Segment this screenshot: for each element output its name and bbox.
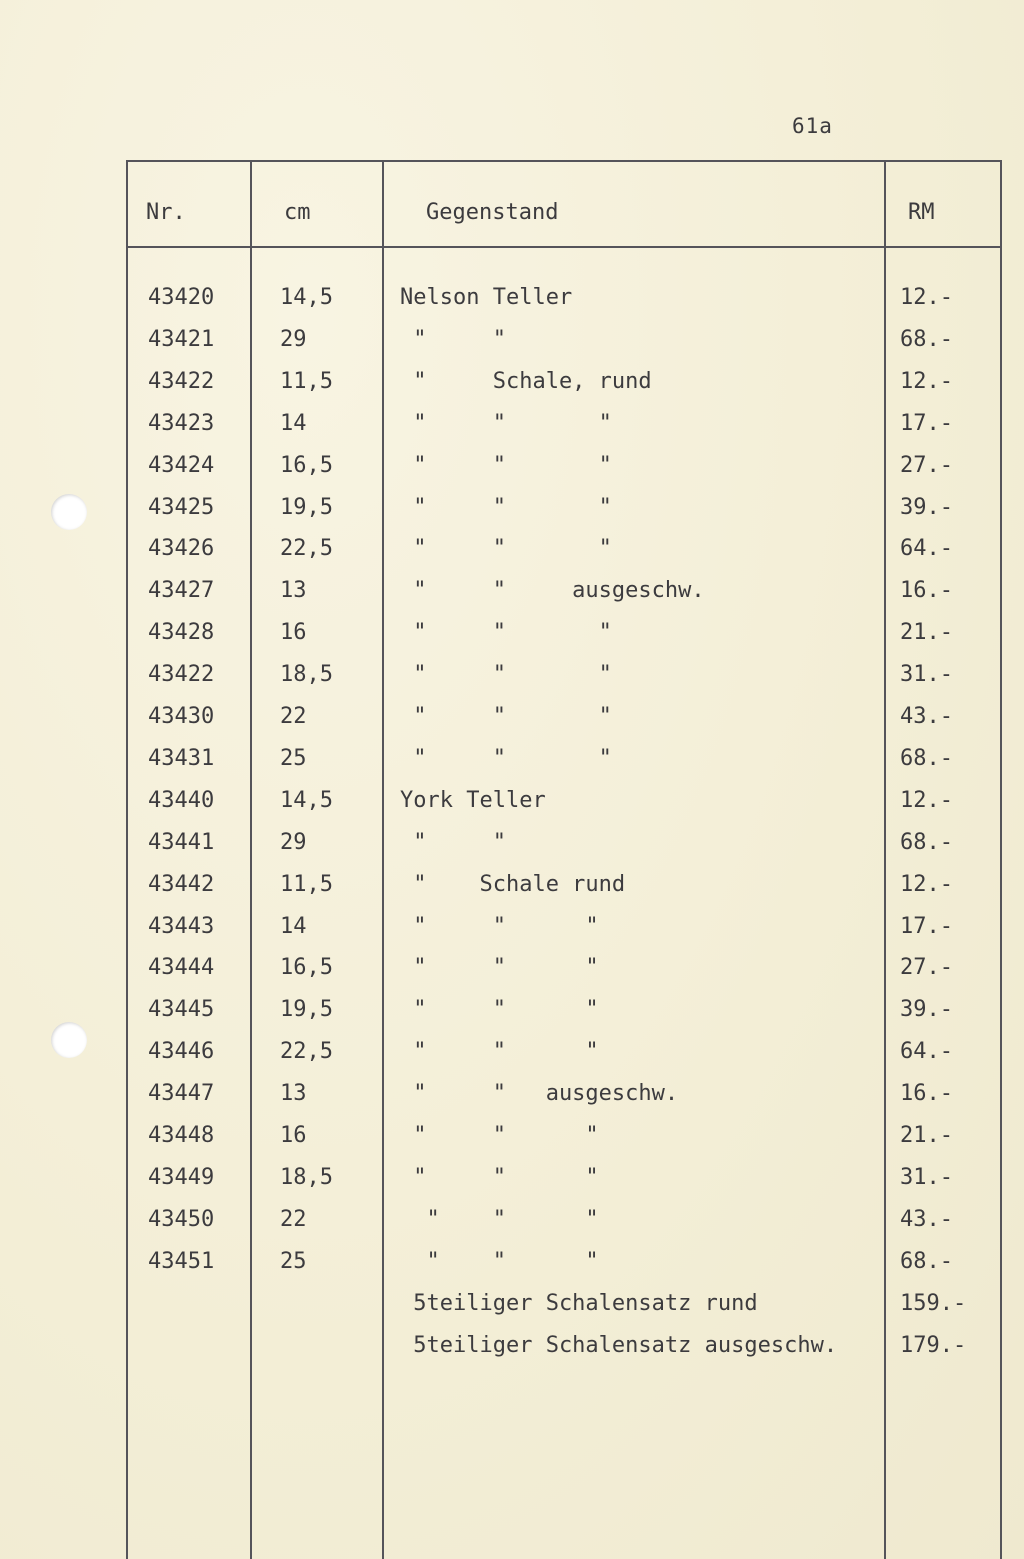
- cell-gegenstand: " " ": [400, 620, 612, 646]
- cell-cm: 18,5: [280, 1164, 333, 1190]
- cell-gegenstand: " " ": [400, 913, 599, 939]
- cell-cm: 16: [280, 1123, 307, 1148]
- cell-rm: 21.-: [900, 620, 953, 646]
- column-divider: [884, 162, 886, 1559]
- cell-nr: 43446: [148, 1039, 215, 1065]
- cell-nr: 43450: [148, 1206, 215, 1232]
- page-number: 61a: [792, 114, 833, 138]
- cell-cm: 11,5: [280, 871, 333, 897]
- cell-nr: 43422: [148, 368, 215, 394]
- cell-cm: 18,5: [280, 662, 333, 688]
- cell-cm: 11,5: [280, 368, 333, 394]
- cell-nr: 43440: [148, 787, 215, 813]
- cell-nr: 43442: [148, 871, 215, 897]
- cell-rm: 43.-: [900, 704, 953, 729]
- cell-nr: 43426: [148, 536, 215, 562]
- cell-nr: 43431: [148, 745, 215, 771]
- cell-cm: 22,5: [280, 536, 333, 562]
- header-gegenstand: Gegenstand: [426, 200, 559, 225]
- cell-cm: 14,5: [280, 787, 333, 813]
- price-table: [126, 160, 1002, 1559]
- cell-rm: 16.-: [900, 578, 953, 604]
- cell-nr: 43421: [148, 326, 215, 352]
- header-nr: Nr.: [146, 200, 186, 225]
- cell-nr: 43444: [148, 955, 215, 981]
- cell-gegenstand: Nelson Teller: [400, 285, 573, 310]
- cell-cm: 13: [280, 1081, 307, 1107]
- cell-gegenstand: " " ": [400, 955, 599, 981]
- cell-gegenstand: " ": [400, 326, 506, 352]
- cell-gegenstand: " Schale rund: [400, 871, 626, 897]
- cell-rm: 68.-: [900, 745, 953, 771]
- cell-rm: 12.-: [900, 285, 953, 310]
- cell-gegenstand: " " ": [400, 997, 599, 1023]
- column-divider: [250, 162, 252, 1559]
- punch-hole: [51, 1022, 87, 1058]
- cell-rm: 179.-: [900, 1332, 967, 1358]
- cell-gegenstand: " Schale, rund: [400, 368, 652, 394]
- cell-cm: 19,5: [280, 997, 333, 1023]
- cell-nr: 43428: [148, 620, 215, 646]
- cell-rm: 159.-: [900, 1290, 967, 1316]
- cell-gegenstand: " " ": [400, 1248, 599, 1274]
- cell-nr: 43443: [148, 913, 215, 939]
- cell-nr: 43422: [148, 662, 215, 688]
- cell-rm: 31.-: [900, 1164, 953, 1190]
- cell-cm: 22: [280, 1206, 307, 1232]
- cell-gegenstand: York Teller: [400, 787, 546, 813]
- header-divider: [128, 246, 1000, 248]
- cell-gegenstand: " " ": [400, 410, 612, 436]
- cell-cm: 29: [280, 829, 307, 855]
- cell-gegenstand: " " ": [400, 494, 612, 520]
- cell-nr: 43441: [148, 829, 215, 855]
- cell-nr: 43420: [148, 285, 215, 310]
- cell-cm: 13: [280, 578, 307, 604]
- cell-rm: 12.-: [900, 368, 953, 394]
- cell-gegenstand: " ": [400, 829, 506, 855]
- cell-cm: 22: [280, 704, 307, 729]
- cell-gegenstand: " " ": [400, 536, 612, 562]
- cell-nr: 43430: [148, 704, 215, 729]
- cell-rm: 68.-: [900, 829, 953, 855]
- cell-rm: 31.-: [900, 662, 953, 688]
- cell-cm: 25: [280, 745, 307, 771]
- cell-rm: 27.-: [900, 955, 953, 981]
- cell-gegenstand: " " ": [400, 1206, 599, 1232]
- column-divider: [382, 162, 384, 1559]
- cell-gegenstand: " " ausgeschw.: [400, 1081, 679, 1107]
- cell-cm: 14,5: [280, 285, 333, 310]
- cell-nr: 43451: [148, 1248, 215, 1274]
- cell-cm: 16: [280, 620, 307, 646]
- cell-nr: 43447: [148, 1081, 215, 1107]
- cell-nr: 43425: [148, 494, 215, 520]
- cell-rm: 17.-: [900, 913, 953, 939]
- cell-nr: 43427: [148, 578, 215, 604]
- cell-cm: 14: [280, 913, 307, 939]
- cell-cm: 16,5: [280, 452, 333, 478]
- cell-nr: 43423: [148, 410, 215, 436]
- cell-cm: 14: [280, 410, 307, 436]
- cell-cm: 29: [280, 326, 307, 352]
- cell-rm: 27.-: [900, 452, 953, 478]
- cell-gegenstand: " " ": [400, 745, 612, 771]
- cell-rm: 39.-: [900, 997, 953, 1023]
- cell-gegenstand: 5teiliger Schalensatz rund: [400, 1290, 758, 1316]
- header-rm: RM: [908, 200, 935, 225]
- cell-rm: 16.-: [900, 1081, 953, 1107]
- punch-hole: [51, 494, 87, 530]
- cell-gegenstand: " " ": [400, 704, 612, 729]
- cell-gegenstand: 5teiliger Schalensatz ausgeschw.: [400, 1332, 838, 1358]
- cell-cm: 22,5: [280, 1039, 333, 1065]
- cell-rm: 68.-: [900, 1248, 953, 1274]
- cell-rm: 12.-: [900, 787, 953, 813]
- cell-rm: 64.-: [900, 536, 953, 562]
- cell-nr: 43445: [148, 997, 215, 1023]
- cell-gegenstand: " " ": [400, 1123, 599, 1148]
- cell-gegenstand: " " ": [400, 662, 612, 688]
- cell-gegenstand: " " ": [400, 1164, 599, 1190]
- cell-gegenstand: " " ausgeschw.: [400, 578, 705, 604]
- cell-cm: 19,5: [280, 494, 333, 520]
- cell-rm: 17.-: [900, 410, 953, 436]
- cell-cm: 25: [280, 1248, 307, 1274]
- cell-nr: 43449: [148, 1164, 215, 1190]
- cell-gegenstand: " " ": [400, 1039, 599, 1065]
- cell-rm: 12.-: [900, 871, 953, 897]
- cell-gegenstand: " " ": [400, 452, 612, 478]
- header-cm: cm: [284, 200, 311, 225]
- cell-nr: 43424: [148, 452, 215, 478]
- cell-cm: 16,5: [280, 955, 333, 981]
- cell-rm: 68.-: [900, 326, 953, 352]
- cell-rm: 43.-: [900, 1206, 953, 1232]
- cell-rm: 64.-: [900, 1039, 953, 1065]
- cell-rm: 21.-: [900, 1123, 953, 1148]
- cell-nr: 43448: [148, 1123, 215, 1148]
- cell-rm: 39.-: [900, 494, 953, 520]
